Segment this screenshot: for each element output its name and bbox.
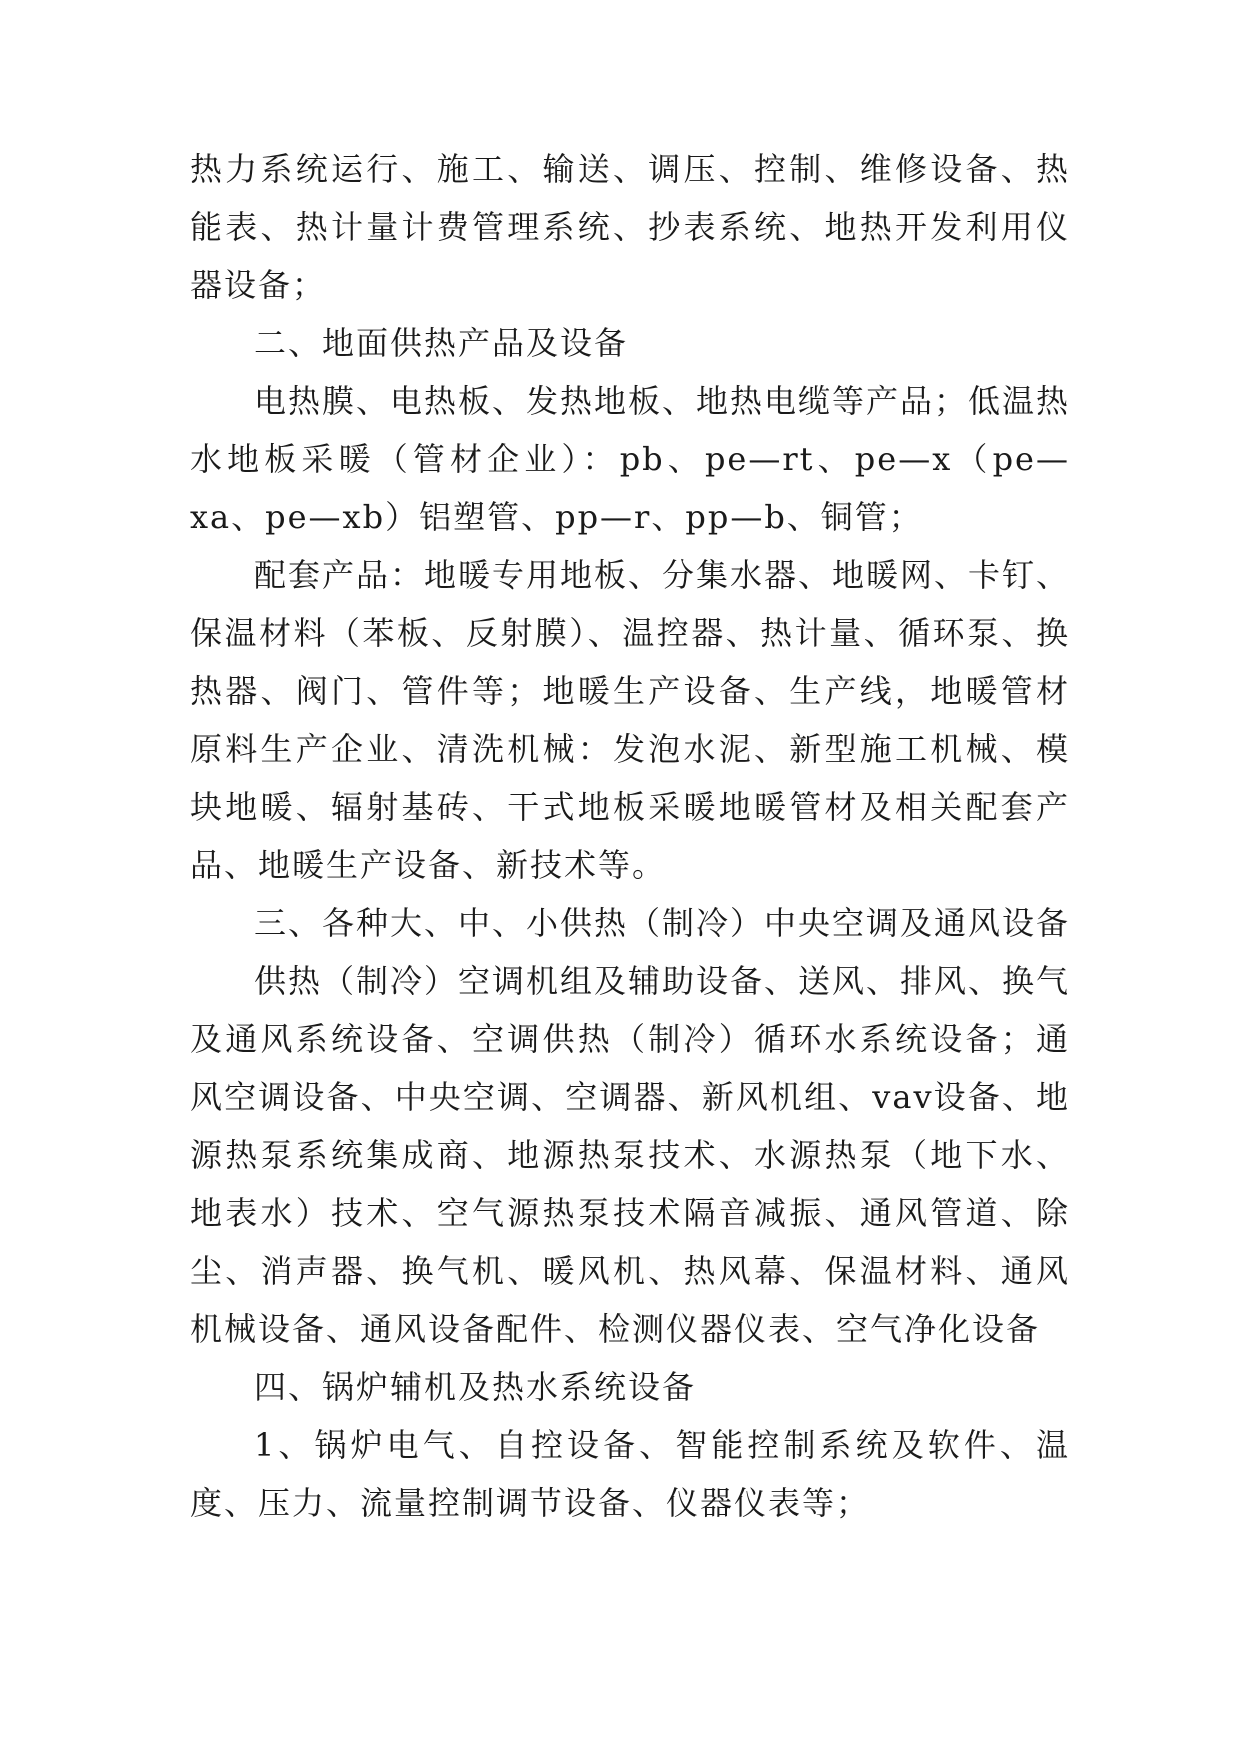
paragraph-boiler-electrical: 1、锅炉电气、自控设备、智能控制系统及软件、温度、压力、流量控制调节设备、仪器仪表等； — [190, 1426, 1070, 1522]
heading-floor-heating: 二、地面供热产品及设备 — [254, 324, 629, 362]
heading-central-air-conditioning: 三、各种大、中、小供热（制冷）中央空调及通风设备 — [254, 904, 1071, 942]
paragraph-supporting-products: 配套产品：地暖专用地板、分集水器、地暖网、卡钉、保温材料（苯板、反射膜）、温控器、热计量、循环泵、换热器、阀门、管件等；地暖生产设备、生产线，地暖管材原料生产企业、清洗机械：发泡水泥、新型施工机械、模块地暖、辐射基砖、干式地板采暖地暖管材及相关配套产品、地暖生产设备、新技术等。 — [190, 556, 1071, 884]
document-page — [190, 140, 1070, 1532]
paragraph-air-conditioning-equipment: 供热（制冷）空调机组及辅助设备、送风、排风、换气及通风系统设备、空调供热（制冷）循环水系统设备；通风空调设备、中央空调、空调器、新风机组、vav设备、地源热泵系统集成商、地源热泵技术、水源热泵（地下水、地表水）技术、空气源热泵技术隔音减振、通风管道、除尘、消声器、换气机、暖风机、热风幕、保温材料、通风机械设备、通风设备配件、检测仪器仪表、空气净化设备 — [190, 962, 1071, 1348]
paragraph-heat-system-equipment: 热力系统运行、施工、输送、调压、控制、维修设备、热能表、热计量计费管理系统、抄表系统、地热开发利用仪器设备； — [190, 150, 1070, 304]
paragraph-floor-heating-products: 电热膜、电热板、发热地板、地热电缆等产品；低温热水地板采暖（管材企业）：pb、pe—rt、pe—x（pe—xa、pe—xb）铝塑管、pp—r、pp—b、铜管； — [190, 382, 1071, 536]
heading-boiler-auxiliary: 四、锅炉辅机及热水系统设备 — [254, 1368, 697, 1406]
